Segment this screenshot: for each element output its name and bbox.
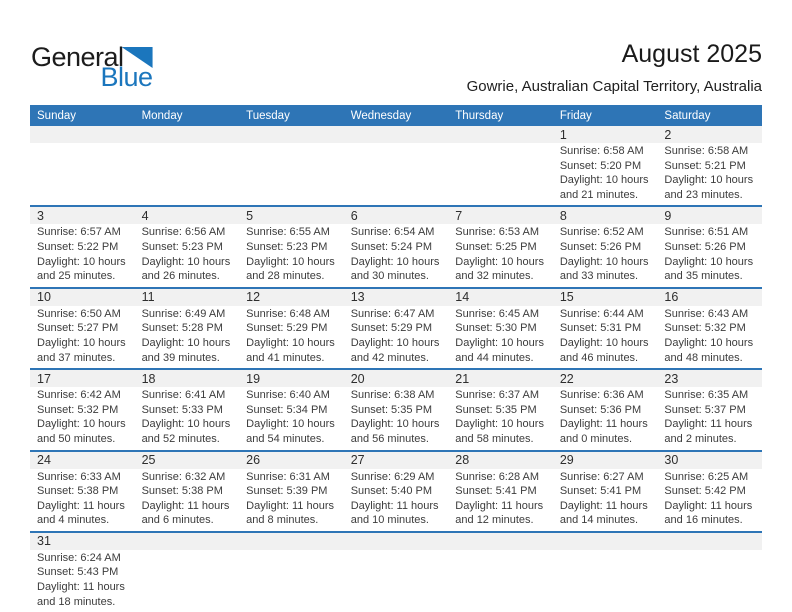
sunrise-text: Sunrise: 6:47 AM <box>350 307 435 320</box>
sunrise-text: Sunrise: 6:58 AM <box>559 145 644 157</box>
day-number-15: 15 <box>559 290 574 305</box>
day-number-24: 24 <box>37 453 51 467</box>
sunset-text: Sunset: 5:32 PM <box>37 403 119 416</box>
day-cell-19 <box>239 387 344 449</box>
sunset-text: Sunset: 5:43 PM <box>37 566 119 579</box>
day-details-row <box>30 550 762 612</box>
day-number-4: 4 <box>141 208 149 223</box>
empty-day-cell <box>344 143 449 205</box>
day-number-3: 3 <box>37 208 44 223</box>
day-cell-8 <box>553 224 658 286</box>
daylight-text: Daylight: 10 hours and 26 minutes. <box>141 255 231 283</box>
daylight-text: Daylight: 11 hours and 0 minutes. <box>559 418 648 445</box>
sunrise-text: Sunrise: 6:25 AM <box>664 470 749 483</box>
daylight-text: Daylight: 11 hours and 8 minutes. <box>246 499 334 527</box>
sunrise-text: Sunrise: 6:33 AM <box>37 470 121 483</box>
day-number-band <box>30 452 762 469</box>
sunset-text: Sunset: 5:35 PM <box>455 403 537 416</box>
day-number-18: 18 <box>141 371 156 386</box>
sunset-text: Sunset: 5:37 PM <box>664 403 746 416</box>
sunrise-text: Sunrise: 6:48 AM <box>246 307 330 320</box>
daylight-text: Daylight: 10 hours and 42 minutes. <box>350 336 440 364</box>
empty-day-cell <box>239 550 344 612</box>
daylight-text: Daylight: 10 hours and 33 minutes. <box>559 255 649 283</box>
empty-day-cell <box>135 550 240 612</box>
day-cell-12 <box>239 306 344 368</box>
day-cell-9 <box>657 224 762 286</box>
day-cell-22 <box>553 387 658 449</box>
day-cell-6 <box>344 224 449 286</box>
daylight-text: Daylight: 10 hours and 56 minutes. <box>350 418 440 445</box>
daylight-text: Daylight: 10 hours and 58 minutes. <box>455 418 544 445</box>
sunrise-text: Sunrise: 6:28 AM <box>455 470 540 483</box>
daylight-text: Daylight: 11 hours and 14 minutes. <box>559 499 648 527</box>
sunset-text: Sunset: 5:28 PM <box>141 322 223 335</box>
daylight-text: Daylight: 10 hours and 35 minutes. <box>664 255 754 283</box>
sunset-text: Sunset: 5:41 PM <box>559 485 642 498</box>
sunrise-text: Sunrise: 6:38 AM <box>350 389 435 402</box>
sunset-text: Sunset: 5:23 PM <box>141 240 223 253</box>
sunset-text: Sunset: 5:33 PM <box>141 403 223 416</box>
logo-text-general: General <box>31 42 124 72</box>
day-number-23: 23 <box>664 371 679 386</box>
day-number-12: 12 <box>246 290 261 305</box>
empty-day-cell <box>448 550 553 612</box>
sunrise-text: Sunrise: 6:29 AM <box>350 470 435 483</box>
sunset-text: Sunset: 5:31 PM <box>559 322 642 335</box>
sunset-text: Sunset: 5:21 PM <box>664 159 746 172</box>
empty-day-cell <box>344 550 449 612</box>
sunrise-text: Sunrise: 6:44 AM <box>559 307 644 320</box>
sunset-text: Sunset: 5:26 PM <box>664 240 746 253</box>
day-cell-3 <box>30 224 135 286</box>
daylight-text: Daylight: 11 hours and 4 minutes. <box>37 499 125 527</box>
sunset-text: Sunset: 5:30 PM <box>455 322 537 335</box>
daylight-text: Daylight: 11 hours and 10 minutes. <box>350 499 439 527</box>
daylight-text: Daylight: 10 hours and 54 minutes. <box>246 418 335 445</box>
daylight-text: Daylight: 10 hours and 23 minutes. <box>664 174 754 201</box>
sunrise-text: Sunrise: 6:58 AM <box>664 145 749 157</box>
day-cell-17 <box>30 387 135 449</box>
logo-text-blue: Blue <box>100 62 153 92</box>
day-number-6: 6 <box>350 208 358 223</box>
sunset-text: Sunset: 5:40 PM <box>350 485 433 498</box>
sunrise-text: Sunrise: 6:50 AM <box>37 307 121 320</box>
sunset-text: Sunset: 5:35 PM <box>350 403 433 416</box>
sunrise-text: Sunrise: 6:27 AM <box>559 470 644 483</box>
daylight-text: Daylight: 10 hours and 39 minutes. <box>141 336 231 364</box>
empty-day-cell <box>553 550 658 612</box>
sunset-text: Sunset: 5:27 PM <box>37 322 119 335</box>
day-number-11: 11 <box>141 290 155 305</box>
empty-day-cell <box>448 143 553 205</box>
sunrise-text: Sunrise: 6:52 AM <box>559 226 644 239</box>
day-number-5: 5 <box>246 208 254 223</box>
sunrise-text: Sunrise: 6:37 AM <box>455 389 540 402</box>
sunrise-text: Sunrise: 6:32 AM <box>141 470 226 483</box>
week-row-4 <box>30 370 762 451</box>
weekday-header-thursday: Thursday <box>455 109 504 122</box>
sunrise-text: Sunrise: 6:24 AM <box>37 551 121 564</box>
sunrise-text: Sunrise: 6:31 AM <box>246 470 330 483</box>
day-number-27: 27 <box>350 453 365 467</box>
empty-day-cell <box>135 143 240 205</box>
week-row-1 <box>30 126 762 207</box>
day-number-7: 7 <box>455 208 463 223</box>
sunset-text: Sunset: 5:36 PM <box>559 403 642 416</box>
day-cell-30 <box>657 469 762 531</box>
sunrise-text: Sunrise: 6:40 AM <box>246 389 330 402</box>
day-number-band <box>30 370 762 387</box>
sunset-text: Sunset: 5:32 PM <box>664 322 746 335</box>
daylight-text: Daylight: 11 hours and 18 minutes. <box>37 581 125 608</box>
day-number-band <box>30 289 762 306</box>
daylight-text: Daylight: 10 hours and 48 minutes. <box>664 336 754 364</box>
day-cell-15 <box>553 306 658 368</box>
day-number-9: 9 <box>664 208 672 223</box>
day-number-2: 2 <box>664 127 672 142</box>
week-row-6 <box>30 533 762 612</box>
sunset-text: Sunset: 5:23 PM <box>246 240 328 253</box>
daylight-text: Daylight: 10 hours and 52 minutes. <box>141 418 231 445</box>
sunset-text: Sunset: 5:25 PM <box>455 240 537 253</box>
daylight-text: Daylight: 10 hours and 21 minutes. <box>559 174 649 201</box>
sunrise-text: Sunrise: 6:45 AM <box>455 307 540 320</box>
week-row-2 <box>30 207 762 288</box>
day-details-row <box>30 469 762 531</box>
day-details-row <box>30 224 762 286</box>
day-cell-27 <box>344 469 449 531</box>
sunrise-text: Sunrise: 6:55 AM <box>246 226 330 239</box>
day-cell-28 <box>448 469 553 531</box>
day-number-band <box>30 126 762 143</box>
sunrise-text: Sunrise: 6:43 AM <box>664 307 749 320</box>
sunset-text: Sunset: 5:22 PM <box>37 240 119 253</box>
page-subtitle: Gowrie, Australian Capital Territory, Australia <box>466 78 762 95</box>
page-title: August 2025 <box>621 40 762 68</box>
day-number-17: 17 <box>37 371 51 386</box>
sunrise-text: Sunrise: 6:36 AM <box>559 389 644 402</box>
sunrise-text: Sunrise: 6:53 AM <box>455 226 540 239</box>
week-row-3 <box>30 289 762 370</box>
day-number-16: 16 <box>664 290 679 305</box>
sunrise-text: Sunrise: 6:57 AM <box>37 226 121 239</box>
day-number-14: 14 <box>455 290 470 305</box>
daylight-text: Daylight: 10 hours and 28 minutes. <box>246 255 335 283</box>
day-cell-31 <box>30 550 135 612</box>
day-cell-2 <box>657 143 762 205</box>
day-number-29: 29 <box>559 453 574 467</box>
daylight-text: Daylight: 10 hours and 46 minutes. <box>559 336 649 364</box>
day-details-row <box>30 143 762 205</box>
sunrise-text: Sunrise: 6:54 AM <box>350 226 435 239</box>
sunset-text: Sunset: 5:29 PM <box>350 322 433 335</box>
day-cell-24 <box>30 469 135 531</box>
weekday-header-wednesday: Wednesday <box>350 109 412 122</box>
day-number-1: 1 <box>559 127 567 142</box>
day-cell-16 <box>657 306 762 368</box>
day-number-21: 21 <box>455 371 470 386</box>
weekday-header-sunday: Sunday <box>37 109 77 122</box>
empty-day-cell <box>30 143 135 205</box>
sunset-text: Sunset: 5:20 PM <box>559 159 642 172</box>
week-row-5 <box>30 452 762 533</box>
day-cell-29 <box>553 469 658 531</box>
empty-day-cell <box>239 143 344 205</box>
sunset-text: Sunset: 5:24 PM <box>350 240 433 253</box>
daylight-text: Daylight: 10 hours and 32 minutes. <box>455 255 544 283</box>
sunset-text: Sunset: 5:34 PM <box>246 403 328 416</box>
day-number-19: 19 <box>246 371 261 386</box>
day-number-31: 31 <box>37 534 51 549</box>
sunset-text: Sunset: 5:26 PM <box>559 240 642 253</box>
weekday-header-row <box>30 105 762 126</box>
weekday-header-tuesday: Tuesday <box>246 109 290 122</box>
weekday-header-friday: Friday <box>559 109 592 122</box>
sunset-text: Sunset: 5:42 PM <box>664 485 746 498</box>
sunset-text: Sunset: 5:39 PM <box>246 485 328 498</box>
day-number-26: 26 <box>246 453 261 467</box>
day-number-30: 30 <box>664 453 679 467</box>
day-number-22: 22 <box>559 371 574 386</box>
day-cell-4 <box>135 224 240 286</box>
day-cell-25 <box>135 469 240 531</box>
sunrise-text: Sunrise: 6:42 AM <box>37 389 121 402</box>
daylight-text: Daylight: 10 hours and 25 minutes. <box>37 255 126 283</box>
day-cell-11 <box>135 306 240 368</box>
weekday-header-saturday: Saturday <box>664 109 711 122</box>
day-details-row <box>30 306 762 368</box>
daylight-text: Daylight: 11 hours and 6 minutes. <box>141 499 230 527</box>
day-number-band <box>30 533 762 550</box>
daylight-text: Daylight: 10 hours and 30 minutes. <box>350 255 440 283</box>
sunrise-text: Sunrise: 6:51 AM <box>664 226 749 239</box>
day-number-8: 8 <box>559 208 567 223</box>
daylight-text: Daylight: 10 hours and 44 minutes. <box>455 336 544 364</box>
daylight-text: Daylight: 10 hours and 50 minutes. <box>37 418 126 445</box>
calendar-grid <box>30 105 762 612</box>
day-cell-18 <box>135 387 240 449</box>
day-cell-1 <box>553 143 658 205</box>
day-number-20: 20 <box>350 371 365 386</box>
day-cell-23 <box>657 387 762 449</box>
daylight-text: Daylight: 11 hours and 16 minutes. <box>664 499 753 527</box>
sunrise-text: Sunrise: 6:35 AM <box>664 389 749 402</box>
day-cell-7 <box>448 224 553 286</box>
day-number-28: 28 <box>455 453 470 467</box>
sunrise-text: Sunrise: 6:49 AM <box>141 307 226 320</box>
day-cell-5 <box>239 224 344 286</box>
weekday-header-monday: Monday <box>141 109 183 122</box>
day-number-25: 25 <box>141 453 156 467</box>
sunset-text: Sunset: 5:38 PM <box>37 485 119 498</box>
sunset-text: Sunset: 5:29 PM <box>246 322 328 335</box>
day-number-band <box>30 207 762 224</box>
sunset-text: Sunset: 5:41 PM <box>455 485 537 498</box>
daylight-text: Daylight: 10 hours and 41 minutes. <box>246 336 335 364</box>
day-details-row <box>30 387 762 449</box>
day-cell-10 <box>30 306 135 368</box>
sunset-text: Sunset: 5:38 PM <box>141 485 223 498</box>
sunrise-text: Sunrise: 6:41 AM <box>141 389 226 402</box>
day-number-10: 10 <box>37 290 51 305</box>
daylight-text: Daylight: 11 hours and 12 minutes. <box>455 499 544 527</box>
general-blue-logo <box>31 44 153 91</box>
day-cell-21 <box>448 387 553 449</box>
day-cell-14 <box>448 306 553 368</box>
empty-day-cell <box>657 550 762 612</box>
day-number-13: 13 <box>350 290 365 305</box>
daylight-text: Daylight: 10 hours and 37 minutes. <box>37 336 126 364</box>
weeks-container <box>30 126 762 612</box>
day-cell-13 <box>344 306 449 368</box>
day-cell-26 <box>239 469 344 531</box>
day-cell-20 <box>344 387 449 449</box>
sunrise-text: Sunrise: 6:56 AM <box>141 226 226 239</box>
daylight-text: Daylight: 11 hours and 2 minutes. <box>664 418 753 445</box>
